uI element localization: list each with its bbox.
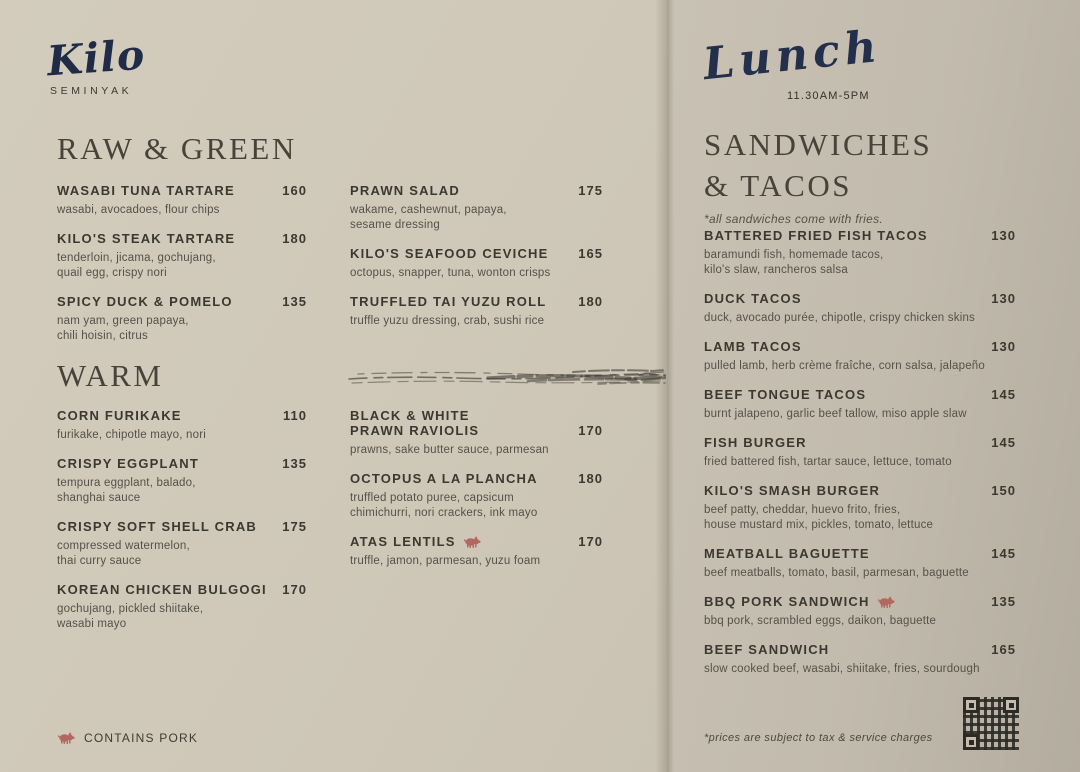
item-description: fried battered fish, tartar sauce, lettuce, tomato: [704, 456, 952, 468]
warm-grid: [57, 408, 603, 645]
menu-item: [704, 546, 1016, 581]
item-description: octopus, snapper, tuna, wonton crisps: [350, 267, 551, 279]
menu-item: [57, 582, 307, 632]
menu-item: [704, 387, 1016, 422]
item-price: 170: [578, 423, 603, 438]
menu-item: [57, 519, 307, 569]
brand-logo: [45, 30, 147, 97]
menu-page-right: [667, 0, 1080, 772]
item-price: 170: [282, 582, 307, 597]
item-price: 165: [578, 246, 603, 261]
item-name: CRISPY EGGPLANT: [57, 456, 200, 471]
item-description: truffle, jamon, parmesan, yuzu foam: [350, 555, 541, 567]
qr-finder-pattern: [1003, 697, 1019, 713]
qr-code: [963, 697, 1019, 750]
contains-pork-label: CONTAINS PORK: [84, 731, 199, 745]
sandwiches-items: [704, 228, 1016, 690]
lunch-hours: 11.30AM-5PM: [787, 90, 870, 102]
lunch-title-script: Lunch: [700, 20, 884, 91]
item-price: 180: [578, 294, 603, 309]
item-description: duck, avocado purée, chipotle, crispy chicken skins: [704, 312, 975, 324]
menu-item: [704, 339, 1016, 374]
item-name: KILO'S SMASH BURGER: [704, 483, 881, 498]
menu-item: [704, 483, 1016, 533]
raw-green-col1: [57, 183, 307, 357]
item-name: BATTERED FRIED FISH TACOS: [704, 228, 928, 243]
sandwiches-note: *all sandwiches come with fries.: [704, 212, 883, 226]
item-name: OCTOPUS A LA PLANCHA: [350, 471, 538, 486]
item-description: wakame, cashewnut, papaya, sesame dressing: [350, 204, 507, 231]
pig-icon: [57, 732, 75, 744]
item-name: BLACK & WHITE PRAWN RAVIOLIS: [350, 408, 480, 438]
contains-pork-legend: [57, 731, 198, 745]
item-price: 130: [991, 291, 1016, 306]
section-title-sandwiches-tacos: SANDWICHES & TACOS: [704, 127, 933, 203]
qr-finder-pattern: [963, 734, 979, 750]
item-description: tempura eggplant, balado, shanghai sauce: [57, 477, 196, 504]
warm-col2: [350, 408, 603, 645]
menu-item: [350, 183, 603, 233]
menu-item: [704, 594, 1016, 629]
item-price: 160: [282, 183, 307, 198]
item-price: 135: [282, 294, 307, 309]
item-description: baramundi fish, homemade tacos, kilo's slaw, rancheros salsa: [704, 249, 884, 276]
menu-item: [57, 408, 307, 443]
item-description: nam yam, green papaya, chili hoisin, citrus: [57, 315, 189, 342]
qr-finder-pattern: [963, 697, 979, 713]
item-description: prawns, sake butter sauce, parmesan: [350, 444, 549, 456]
item-description: gochujang, pickled shiitake, wasabi mayo: [57, 603, 204, 630]
item-name: BEEF SANDWICH: [704, 642, 830, 657]
item-name: TRUFFLED TAI YUZU ROLL: [350, 294, 547, 309]
menu-item: [350, 534, 603, 569]
item-name: CRISPY SOFT SHELL CRAB: [57, 519, 257, 534]
item-description: pulled lamb, herb crème fraîche, corn salsa, jalapeño: [704, 360, 985, 372]
item-description: beef patty, cheddar, huevo frito, fries, house mustard mix, pickles, tomato, lettuce: [704, 504, 934, 531]
item-name: PRAWN SALAD: [350, 183, 460, 198]
item-description: wasabi, avocadoes, flour chips: [57, 204, 220, 216]
menu-item: [704, 435, 1016, 470]
brand-logo-script: Kilo: [45, 30, 147, 86]
item-name: FISH BURGER: [704, 435, 807, 450]
section-title-raw-green: RAW & GREEN: [57, 131, 297, 166]
prices-disclaimer: *prices are subject to tax & service charges: [704, 732, 933, 744]
item-description: slow cooked beef, wasabi, shiitake, fries, sourdough: [704, 663, 980, 675]
item-price: 180: [282, 231, 307, 246]
pig-icon: [463, 536, 481, 548]
item-name: MEATBALL BAGUETTE: [704, 546, 870, 561]
menu-item: [57, 231, 307, 281]
item-price: 110: [283, 408, 307, 423]
item-name: CORN FURIKAKE: [57, 408, 182, 423]
item-price: 145: [991, 546, 1016, 561]
menu-item: [57, 294, 307, 344]
raw-green-col2: [350, 183, 603, 357]
item-name: DUCK TACOS: [704, 291, 802, 306]
item-price: 180: [578, 471, 603, 486]
item-price: 165: [991, 642, 1016, 657]
item-name: BBQ PORK SANDWICH: [704, 594, 870, 609]
item-price: 145: [991, 387, 1016, 402]
item-price: 135: [991, 594, 1016, 609]
warm-col1: [57, 408, 307, 645]
item-name: SPICY DUCK & POMELO: [57, 294, 233, 309]
raw-green-grid: [57, 183, 603, 357]
item-price: 175: [282, 519, 307, 534]
menu-item: [350, 471, 603, 521]
menu-item: [350, 294, 603, 329]
item-description: burnt jalapeno, garlic beef tallow, miso apple slaw: [704, 408, 967, 420]
item-name: KILO'S SEAFOOD CEVICHE: [350, 246, 549, 261]
item-name: LAMB TACOS: [704, 339, 802, 354]
menu-item: [350, 246, 603, 281]
item-description: truffled potato puree, capsicum chimichurri, nori crackers, ink mayo: [350, 492, 538, 519]
item-price: 145: [991, 435, 1016, 450]
item-name: BEEF TONGUE TACOS: [704, 387, 867, 402]
item-name: WASABI TUNA TARTARE: [57, 183, 235, 198]
section-title-warm: WARM: [57, 358, 164, 393]
item-description: bbq pork, scrambled eggs, daikon, baguette: [704, 615, 937, 627]
menu-item: [350, 408, 603, 458]
item-price: 150: [991, 483, 1016, 498]
item-description: beef meatballs, tomato, basil, parmesan, baguette: [704, 567, 969, 579]
menu-item: [704, 642, 1016, 677]
item-name: KOREAN CHICKEN BULGOGI: [57, 582, 267, 597]
menu-item: [704, 228, 1016, 278]
pig-icon: [877, 596, 895, 608]
item-name: KILO'S STEAK TARTARE: [57, 231, 236, 246]
item-description: compressed watermelon, thai curry sauce: [57, 540, 190, 567]
item-price: 135: [282, 456, 307, 471]
item-price: 175: [578, 183, 603, 198]
item-description: truffle yuzu dressing, crab, sushi rice: [350, 315, 545, 327]
menu-item: [57, 456, 307, 506]
item-description: tenderloin, jicama, gochujang, quail egg, crispy nori: [57, 252, 216, 279]
item-price: 170: [578, 534, 603, 549]
item-name: ATAS LENTILS: [350, 534, 456, 549]
brush-stroke: [348, 366, 666, 390]
menu-item: [57, 183, 307, 218]
brand-location: SEMINYAK: [50, 85, 133, 97]
item-price: 130: [991, 339, 1016, 354]
item-description: furikake, chipotle mayo, nori: [57, 429, 206, 441]
item-price: 130: [991, 228, 1016, 243]
menu-item: [704, 291, 1016, 326]
